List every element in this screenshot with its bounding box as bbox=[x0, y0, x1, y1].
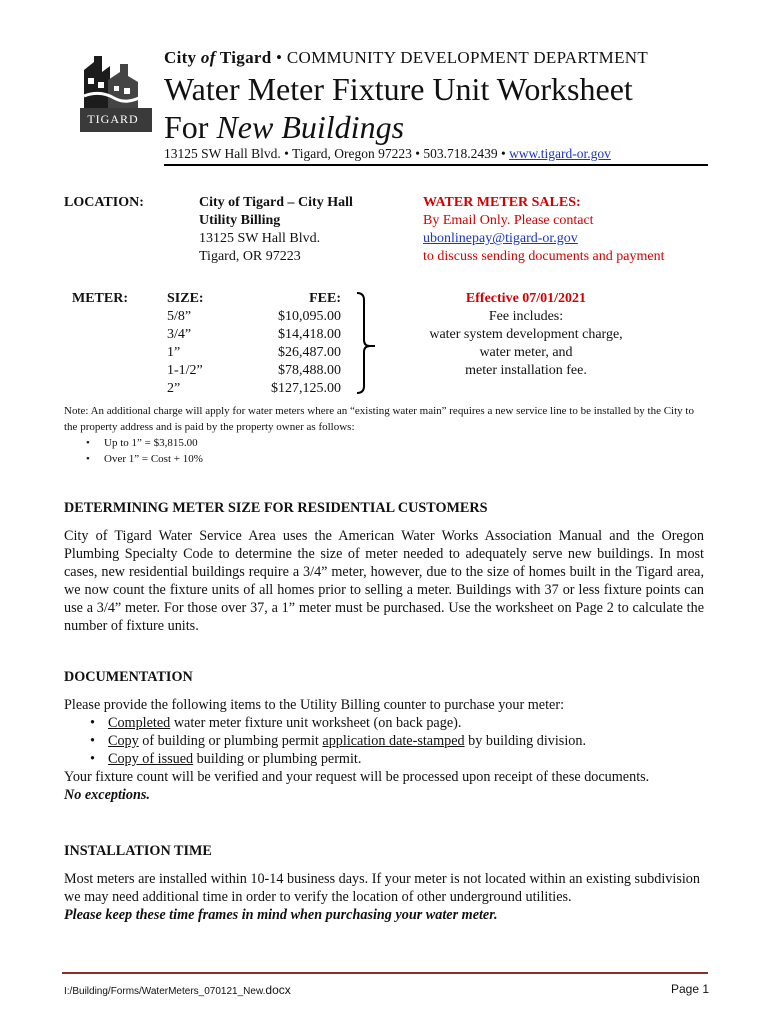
address-line: 13125 SW Hall Blvd. • Tigard, Oregon 97223 • 503.718.2439 • www.tigard-or.gov bbox=[164, 146, 611, 161]
list-item: • Completed water meter fixture unit worksheet (on back page). bbox=[108, 714, 704, 732]
list-item: • Over 1” = Cost + 10% bbox=[104, 451, 704, 467]
section-heading-installation: INSTALLATION TIME bbox=[64, 843, 212, 859]
location-address: City of Tigard – City Hall Utility Billing 13125 SW Hall Blvd. Tigard, OR 97223 bbox=[199, 195, 353, 264]
fee-column: FEE: $10,095.00 $14,418.00 $26,487.00 $78,488.00 $127,125.00 bbox=[240, 290, 341, 398]
footer-divider bbox=[62, 972, 708, 974]
department-line: City of Tigard • COMMUNITY DEVELOPMENT DEPARTMENT bbox=[164, 48, 649, 67]
size-cell: 1-1/2” bbox=[167, 363, 203, 378]
fee-cell: $14,418.00 bbox=[278, 327, 341, 342]
additional-charge-note: Note: An additional charge will apply for water meters where an “existing water main” requires a new service line to be installed by the City to the property address and is paid by the property owner as follows: • Up to 1” = $3,815.00 • Over 1” = Cost + 10% bbox=[64, 403, 704, 467]
city-logo bbox=[80, 42, 152, 134]
logo-text: TIGARD bbox=[87, 112, 139, 126]
size-column: SIZE: 5/8” 3/4” 1” 1-1/2” 2” bbox=[167, 291, 204, 396]
list-item: • Up to 1” = $3,815.00 bbox=[104, 435, 704, 451]
fee-effective-note: Effective 07/01/2021 Fee includes: water system development charge, water meter, and meter installation fee. bbox=[429, 291, 623, 378]
fee-cell: $78,488.00 bbox=[278, 363, 341, 378]
meter-size-paragraph: City of Tigard Water Service Area uses the American Water Works Association Manual and the Oregon Plumbing Specialty Code to determine the size of meter needed to adequately serve new buildings. In most cases, new residential buildings require a 3/4” meter, however, due to the size of homes built in the Tigard area, we now count the fixture units of all homes prior to selling a meter. Buildings with 37 or less fixture points can use a 3/4” meter. For those over 37, a 1” meter must be purchased. Use the worksheet on Page 2 to calculate the number of fixture units. bbox=[64, 528, 704, 634]
documentation-block: Please provide the following items to the Utility Billing counter to purchase your meter: • Completed water meter fixture unit worksheet (on back page). • Copy of building or plumbing permit application date-stamped by building division. • Copy of issued building or plumbing permit. Your fixture count will be verified and your request will be processed upon receipt of these documents. No exceptions. bbox=[64, 696, 704, 804]
page-number: Page 1 bbox=[671, 982, 710, 996]
section-heading-meter-size: DETERMINING METER SIZE FOR RESIDENTIAL CUSTOMERS bbox=[64, 500, 488, 516]
page-subtitle: For New Buildings bbox=[164, 109, 405, 145]
bracket-icon bbox=[355, 290, 377, 396]
list-item: • Copy of building or plumbing permit application date-stamped by building division. bbox=[108, 732, 704, 750]
fee-cell: $127,125.00 bbox=[271, 381, 341, 396]
size-cell: 2” bbox=[167, 381, 181, 396]
fee-cell: $10,095.00 bbox=[278, 309, 341, 324]
location-label: LOCATION: bbox=[64, 195, 144, 210]
water-meter-sales: WATER METER SALES: By Email Only. Please contact ubonlinepay@tigard-or.gov to discuss sending documents and payment bbox=[423, 195, 665, 264]
meter-label: METER: bbox=[72, 291, 128, 306]
installation-paragraph: Most meters are installed within 10-14 business days. If your meter is not located within an existing subdivision we may need additional time in order to verify the location of other underground utilities. Please keep these time frames in mind when purchasing your water meter. bbox=[64, 871, 700, 923]
section-heading-documentation: DOCUMENTATION bbox=[64, 669, 193, 685]
website-link[interactable]: www.tigard-or.gov bbox=[509, 146, 611, 161]
page-title: Water Meter Fixture Unit Worksheet bbox=[164, 71, 633, 107]
header-divider bbox=[164, 164, 708, 166]
file-path: I:/Building/Forms/WaterMeters_070121_New.docx bbox=[64, 983, 291, 997]
no-exceptions: No exceptions. bbox=[64, 787, 150, 803]
list-item: • Copy of issued building or plumbing permit. bbox=[108, 750, 704, 768]
email-link[interactable]: ubonlinepay@tigard-or.gov bbox=[423, 231, 578, 246]
fee-cell: $26,487.00 bbox=[278, 345, 341, 360]
size-cell: 1” bbox=[167, 345, 181, 360]
size-cell: 3/4” bbox=[167, 327, 192, 342]
size-cell: 5/8” bbox=[167, 309, 192, 324]
